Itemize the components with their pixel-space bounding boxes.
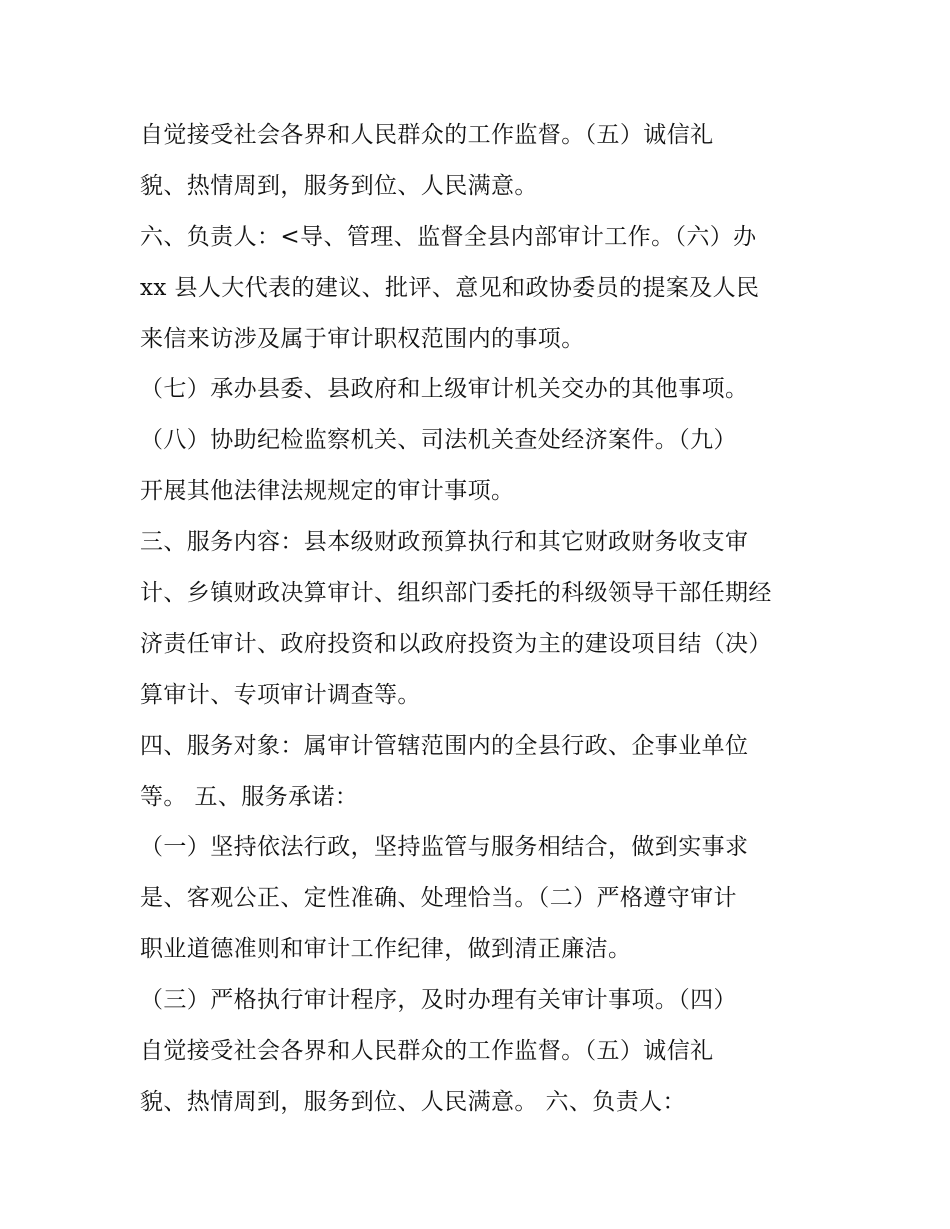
text-line: 六、负责人：<导、管理、监督全县内部审计工作。（六）办 [140, 223, 757, 250]
text-line: 等。 五、服务承诺： [140, 783, 359, 810]
text-line: 算审计、专项审计调查等。 [140, 681, 421, 708]
text-line: 自觉接受社会各界和人民群众的工作监督。（五）诚信礼 [140, 122, 714, 148]
text-line: 来信来访涉及属于审计职权范围内的事项。 [140, 325, 585, 352]
text-line: 三、服务内容：县本级财政预算执行和其它财政财务收支审 [140, 529, 749, 556]
text-line: 计、乡镇财政决算审计、组织部门委托的科级领导干部任期经 [140, 580, 772, 607]
text-line: 济责任审计、政府投资和以政府投资为主的建设项目结（决） [140, 630, 772, 657]
text-line: 开展其他法律法规规定的审计事项。 [140, 478, 515, 505]
text-line: 自觉接受社会各界和人民群众的工作监督。（五）诚信礼 [140, 1038, 714, 1065]
text-line: 职业道德准则和审计工作纪律，做到清正廉洁。 [140, 936, 632, 963]
text-line: （三）严格执行审计程序，及时办理有关审计事项。（四） [140, 987, 737, 1014]
text-line: 貌、热情周到，服务到位、人民满意。 六、负责人： [140, 1088, 686, 1115]
text-line: 四、服务对象：属审计管辖范围内的全县行政、企事业单位 [140, 732, 749, 759]
text-line: 是、客观公正、定性准确、处理恰当。（二）严格遵守审计 [140, 885, 737, 912]
text-line: （八）协助纪检监察机关、司法机关查处经济案件。（九） [140, 427, 737, 454]
text-line: （一）坚持依法行政，坚持监管与服务相结合，做到实事求 [140, 834, 749, 861]
text-line: （七）承办县委、县政府和上级审计机关交办的其他事项。 [140, 376, 749, 403]
document-body [140, 110, 830, 1128]
text-line: xx 县人大代表的建议、批评、意见和政协委员的提案及人民 [140, 274, 760, 301]
text-line: 貌、热情周到，服务到位、人民满意。 [140, 172, 538, 199]
